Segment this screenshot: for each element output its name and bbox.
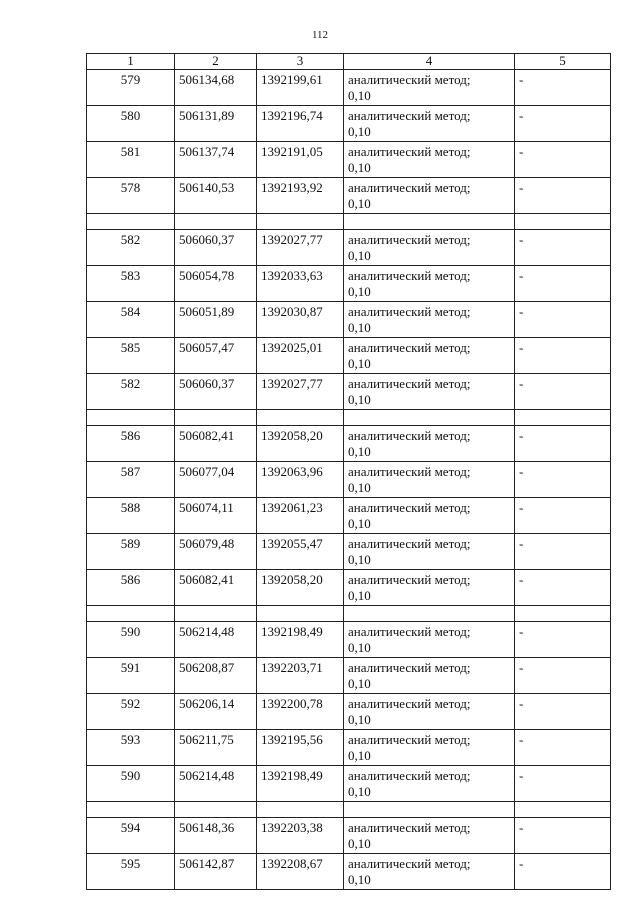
note-cell: - xyxy=(515,106,611,142)
empty-cell xyxy=(257,606,344,622)
y-coordinate-cell: 1392195,56 xyxy=(257,730,344,766)
accuracy-text: 0,10 xyxy=(348,159,371,175)
empty-cell xyxy=(175,410,257,426)
empty-cell xyxy=(175,606,257,622)
x-coordinate-cell: 506134,68 xyxy=(175,70,257,106)
point-number-cell: 589 xyxy=(87,534,175,570)
y-coordinate-cell: 1392203,38 xyxy=(257,818,344,854)
y-coordinate-cell: 1392055,47 xyxy=(257,534,344,570)
method-cell xyxy=(344,570,515,606)
note-cell: - xyxy=(515,426,611,462)
point-number-cell: 591 xyxy=(87,658,175,694)
empty-cell xyxy=(257,214,344,230)
table-row xyxy=(87,462,611,498)
method-text: аналитический метод; xyxy=(348,428,471,443)
point-number-cell: 582 xyxy=(87,374,175,410)
accuracy-text: 0,10 xyxy=(348,587,371,603)
separator-row xyxy=(87,214,611,230)
table-row xyxy=(87,142,611,178)
header-col-5: 5 xyxy=(515,54,611,70)
method-cell xyxy=(344,70,515,106)
point-number-cell: 592 xyxy=(87,694,175,730)
x-coordinate-cell: 506082,41 xyxy=(175,426,257,462)
note-cell: - xyxy=(515,854,611,890)
x-coordinate-cell: 506079,48 xyxy=(175,534,257,570)
point-number-cell: 590 xyxy=(87,622,175,658)
table-row xyxy=(87,426,611,462)
y-coordinate-cell: 1392193,92 xyxy=(257,178,344,214)
y-coordinate-cell: 1392058,20 xyxy=(257,570,344,606)
y-coordinate-cell: 1392063,96 xyxy=(257,462,344,498)
table-row xyxy=(87,694,611,730)
method-cell xyxy=(344,730,515,766)
accuracy-text: 0,10 xyxy=(348,479,371,495)
point-number-cell: 581 xyxy=(87,142,175,178)
point-number-cell: 587 xyxy=(87,462,175,498)
empty-cell xyxy=(87,802,175,818)
y-coordinate-cell: 1392198,49 xyxy=(257,766,344,802)
method-cell xyxy=(344,142,515,178)
table-row xyxy=(87,106,611,142)
header-col-2: 2 xyxy=(175,54,257,70)
table-header-row xyxy=(87,54,611,70)
method-text: аналитический метод; xyxy=(348,232,471,247)
y-coordinate-cell: 1392033,63 xyxy=(257,266,344,302)
method-cell xyxy=(344,178,515,214)
method-text: аналитический метод; xyxy=(348,72,471,87)
point-number-cell: 579 xyxy=(87,70,175,106)
y-coordinate-cell: 1392027,77 xyxy=(257,230,344,266)
x-coordinate-cell: 506211,75 xyxy=(175,730,257,766)
empty-cell xyxy=(344,410,515,426)
point-number-cell: 590 xyxy=(87,766,175,802)
y-coordinate-cell: 1392030,87 xyxy=(257,302,344,338)
note-cell: - xyxy=(515,766,611,802)
method-text: аналитический метод; xyxy=(348,768,471,783)
method-text: аналитический метод; xyxy=(348,108,471,123)
method-text: аналитический метод; xyxy=(348,304,471,319)
x-coordinate-cell: 506131,89 xyxy=(175,106,257,142)
table-row xyxy=(87,658,611,694)
empty-cell xyxy=(257,410,344,426)
table-row xyxy=(87,570,611,606)
y-coordinate-cell: 1392198,49 xyxy=(257,622,344,658)
x-coordinate-cell: 506214,48 xyxy=(175,622,257,658)
y-coordinate-cell: 1392058,20 xyxy=(257,426,344,462)
note-cell: - xyxy=(515,534,611,570)
empty-cell xyxy=(87,214,175,230)
method-text: аналитический метод; xyxy=(348,464,471,479)
page-number: 112 xyxy=(311,29,329,41)
table-row xyxy=(87,266,611,302)
accuracy-text: 0,10 xyxy=(348,711,371,727)
accuracy-text: 0,10 xyxy=(348,195,371,211)
method-cell xyxy=(344,694,515,730)
empty-cell xyxy=(175,802,257,818)
note-cell: - xyxy=(515,266,611,302)
method-text: аналитический метод; xyxy=(348,536,471,551)
method-text: аналитический метод; xyxy=(348,624,471,639)
note-cell: - xyxy=(515,178,611,214)
accuracy-text: 0,10 xyxy=(348,515,371,531)
point-number-cell: 586 xyxy=(87,570,175,606)
table-row xyxy=(87,622,611,658)
x-coordinate-cell: 506060,37 xyxy=(175,374,257,410)
method-cell xyxy=(344,766,515,802)
y-coordinate-cell: 1392203,71 xyxy=(257,658,344,694)
x-coordinate-cell: 506057,47 xyxy=(175,338,257,374)
table-row xyxy=(87,730,611,766)
point-number-cell: 584 xyxy=(87,302,175,338)
accuracy-text: 0,10 xyxy=(348,675,371,691)
table-row xyxy=(87,498,611,534)
x-coordinate-cell: 506142,87 xyxy=(175,854,257,890)
note-cell: - xyxy=(515,498,611,534)
method-text: аналитический метод; xyxy=(348,696,471,711)
point-number-cell: 588 xyxy=(87,498,175,534)
empty-cell xyxy=(515,214,611,230)
empty-cell xyxy=(344,214,515,230)
empty-cell xyxy=(515,410,611,426)
accuracy-text: 0,10 xyxy=(348,391,371,407)
note-cell: - xyxy=(515,462,611,498)
point-number-cell: 585 xyxy=(87,338,175,374)
x-coordinate-cell: 506214,48 xyxy=(175,766,257,802)
separator-row xyxy=(87,802,611,818)
point-number-cell: 595 xyxy=(87,854,175,890)
note-cell: - xyxy=(515,730,611,766)
accuracy-text: 0,10 xyxy=(348,247,371,263)
method-cell xyxy=(344,534,515,570)
y-coordinate-cell: 1392025,01 xyxy=(257,338,344,374)
method-cell xyxy=(344,374,515,410)
point-number-cell: 583 xyxy=(87,266,175,302)
table-row xyxy=(87,338,611,374)
method-text: аналитический метод; xyxy=(348,500,471,515)
accuracy-text: 0,10 xyxy=(348,783,371,799)
method-cell xyxy=(344,854,515,890)
coordinates-table xyxy=(86,53,611,890)
method-text: аналитический метод; xyxy=(348,660,471,675)
accuracy-text: 0,10 xyxy=(348,283,371,299)
method-text: аналитический метод; xyxy=(348,144,471,159)
note-cell: - xyxy=(515,658,611,694)
note-cell: - xyxy=(515,338,611,374)
accuracy-text: 0,10 xyxy=(348,87,371,103)
method-text: аналитический метод; xyxy=(348,340,471,355)
table-row xyxy=(87,374,611,410)
table-row xyxy=(87,178,611,214)
y-coordinate-cell: 1392199,61 xyxy=(257,70,344,106)
note-cell: - xyxy=(515,374,611,410)
note-cell: - xyxy=(515,570,611,606)
method-text: аналитический метод; xyxy=(348,820,471,835)
table-row xyxy=(87,302,611,338)
table-row xyxy=(87,854,611,890)
method-cell xyxy=(344,498,515,534)
accuracy-text: 0,10 xyxy=(348,123,371,139)
point-number-cell: 578 xyxy=(87,178,175,214)
point-number-cell: 580 xyxy=(87,106,175,142)
header-col-4: 4 xyxy=(344,54,515,70)
point-number-cell: 594 xyxy=(87,818,175,854)
empty-cell xyxy=(87,606,175,622)
empty-cell xyxy=(257,802,344,818)
accuracy-text: 0,10 xyxy=(348,747,371,763)
x-coordinate-cell: 506077,04 xyxy=(175,462,257,498)
accuracy-text: 0,10 xyxy=(348,551,371,567)
x-coordinate-cell: 506206,14 xyxy=(175,694,257,730)
point-number-cell: 586 xyxy=(87,426,175,462)
separator-row xyxy=(87,606,611,622)
accuracy-text: 0,10 xyxy=(348,871,371,887)
note-cell: - xyxy=(515,818,611,854)
y-coordinate-cell: 1392191,05 xyxy=(257,142,344,178)
y-coordinate-cell: 1392027,77 xyxy=(257,374,344,410)
method-cell xyxy=(344,818,515,854)
point-number-cell: 582 xyxy=(87,230,175,266)
x-coordinate-cell: 506060,37 xyxy=(175,230,257,266)
method-cell xyxy=(344,622,515,658)
accuracy-text: 0,10 xyxy=(348,355,371,371)
method-text: аналитический метод; xyxy=(348,732,471,747)
accuracy-text: 0,10 xyxy=(348,319,371,335)
method-text: аналитический метод; xyxy=(348,856,471,871)
point-number-cell: 593 xyxy=(87,730,175,766)
empty-cell xyxy=(515,802,611,818)
note-cell: - xyxy=(515,230,611,266)
x-coordinate-cell: 506148,36 xyxy=(175,818,257,854)
method-cell xyxy=(344,658,515,694)
method-cell xyxy=(344,230,515,266)
empty-cell xyxy=(515,606,611,622)
y-coordinate-cell: 1392061,23 xyxy=(257,498,344,534)
table-body xyxy=(87,70,611,890)
method-cell xyxy=(344,338,515,374)
separator-row xyxy=(87,410,611,426)
x-coordinate-cell: 506137,74 xyxy=(175,142,257,178)
method-cell xyxy=(344,266,515,302)
y-coordinate-cell: 1392200,78 xyxy=(257,694,344,730)
method-text: аналитический метод; xyxy=(348,180,471,195)
note-cell: - xyxy=(515,70,611,106)
note-cell: - xyxy=(515,694,611,730)
x-coordinate-cell: 506140,53 xyxy=(175,178,257,214)
empty-cell xyxy=(87,410,175,426)
y-coordinate-cell: 1392196,74 xyxy=(257,106,344,142)
table-row xyxy=(87,818,611,854)
note-cell: - xyxy=(515,142,611,178)
method-cell xyxy=(344,426,515,462)
table-row xyxy=(87,70,611,106)
method-text: аналитический метод; xyxy=(348,268,471,283)
empty-cell xyxy=(175,214,257,230)
x-coordinate-cell: 506082,41 xyxy=(175,570,257,606)
table-row xyxy=(87,766,611,802)
method-text: аналитический метод; xyxy=(348,572,471,587)
note-cell: - xyxy=(515,622,611,658)
empty-cell xyxy=(344,802,515,818)
accuracy-text: 0,10 xyxy=(348,639,371,655)
method-text: аналитический метод; xyxy=(348,376,471,391)
x-coordinate-cell: 506208,87 xyxy=(175,658,257,694)
x-coordinate-cell: 506051,89 xyxy=(175,302,257,338)
method-cell xyxy=(344,462,515,498)
method-cell xyxy=(344,302,515,338)
x-coordinate-cell: 506074,11 xyxy=(175,498,257,534)
table-row xyxy=(87,230,611,266)
y-coordinate-cell: 1392208,67 xyxy=(257,854,344,890)
header-col-3: 3 xyxy=(257,54,344,70)
empty-cell xyxy=(344,606,515,622)
table-row xyxy=(87,534,611,570)
accuracy-text: 0,10 xyxy=(348,835,371,851)
method-cell xyxy=(344,106,515,142)
x-coordinate-cell: 506054,78 xyxy=(175,266,257,302)
accuracy-text: 0,10 xyxy=(348,443,371,459)
note-cell: - xyxy=(515,302,611,338)
header-col-1: 1 xyxy=(87,54,175,70)
